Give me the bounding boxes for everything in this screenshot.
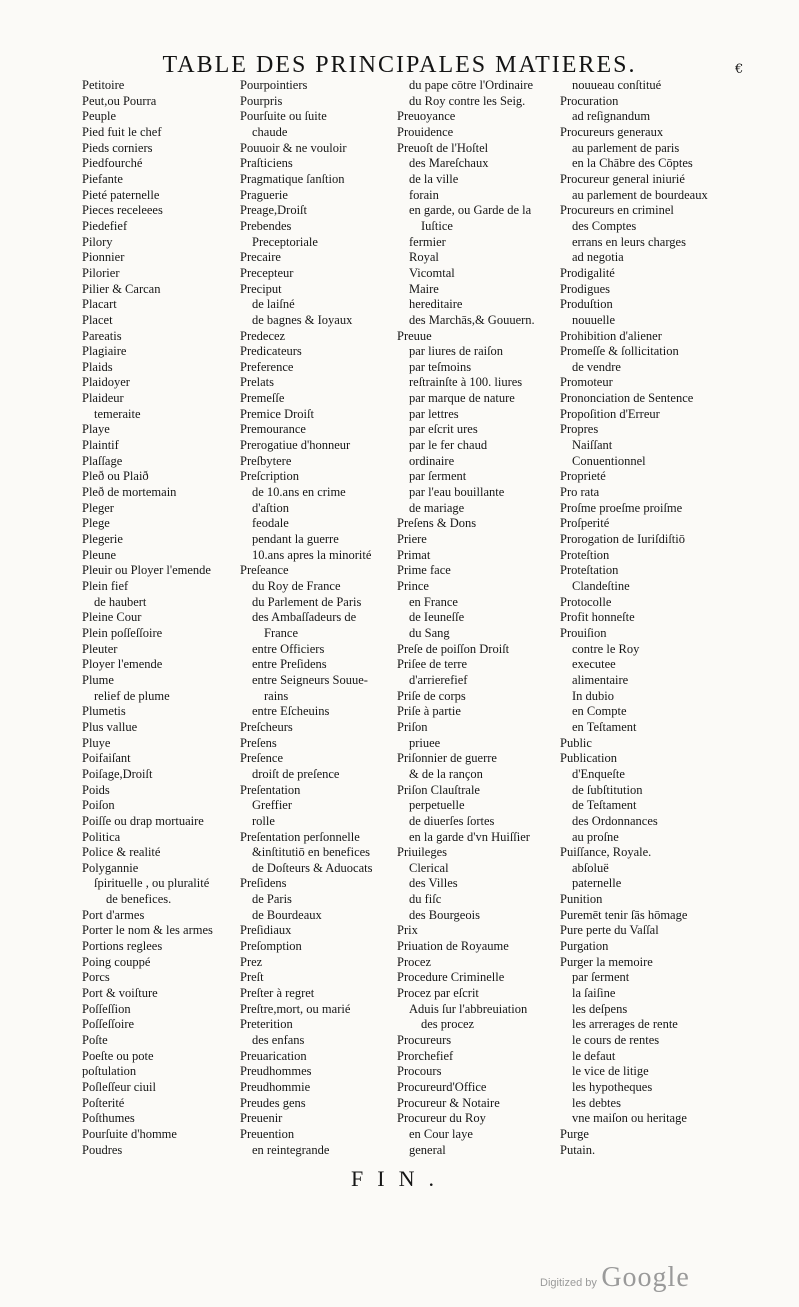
- index-entry: Procureur general iniurié: [560, 171, 685, 186]
- index-entry: Prodigues: [560, 281, 610, 296]
- index-entry: de mariage: [409, 500, 465, 515]
- index-entry: Poudres: [82, 1142, 123, 1157]
- index-entry: Vicomtal: [409, 265, 455, 280]
- index-entry: Poids: [82, 782, 110, 797]
- index-entry: Puiſſance, Royale.: [560, 845, 652, 860]
- index-entry: Poſſeſſion: [82, 1001, 131, 1016]
- index-entry: Priſe à partie: [397, 704, 461, 719]
- index-entry: perpetuelle: [409, 798, 465, 813]
- index-entry: Plaids: [82, 359, 113, 374]
- index-entry: Puremēt tenir ſās hōmage: [560, 907, 688, 922]
- index-entry: Predecez: [240, 328, 286, 343]
- index-entry: Purgation: [560, 939, 609, 954]
- index-entry: Prelats: [240, 375, 275, 390]
- index-entry: Praſticiens: [240, 156, 293, 171]
- index-entry: d'Enqueſte: [572, 766, 625, 781]
- index-entry: d'aſtion: [252, 500, 289, 515]
- index-column-2: [240, 78, 390, 1158]
- index-entry: Port d'armes: [82, 907, 145, 922]
- index-entry: Peut,ou Pourra: [82, 93, 157, 108]
- index-entry: Prebendes: [240, 218, 292, 233]
- index-entry: Plumetis: [82, 704, 126, 719]
- index-entry: Royal: [409, 250, 439, 265]
- index-entry: Prime face: [397, 563, 451, 578]
- index-entry: errans en leurs charges: [572, 234, 686, 249]
- index-entry: Police & realité: [82, 845, 161, 860]
- index-entry: Poeſte ou pote: [82, 1048, 154, 1063]
- index-entry: reſtrainſte à 100. liures: [409, 375, 523, 390]
- index-entry: Precaire: [240, 250, 281, 265]
- index-entry: Peuple: [82, 109, 117, 124]
- watermark-prefix: Digitized by: [540, 1277, 597, 1289]
- index-entry: Polygannie: [82, 860, 139, 875]
- index-entry: Naiſſant: [572, 438, 613, 453]
- index-entry: Preuue: [397, 328, 432, 343]
- index-entry: Procez: [397, 954, 432, 969]
- index-entry: Plaintif: [82, 438, 119, 453]
- index-entry: du pape cōtre l'Ordinaire: [409, 78, 534, 92]
- index-entry: Iuſtice: [421, 218, 453, 233]
- index-entry: ſpirituelle , ou pluralité: [94, 876, 210, 891]
- index-entry: des Bourgeois: [409, 907, 480, 922]
- index-entry: Procureurs generaux: [560, 124, 664, 139]
- index-entry: Predicateurs: [240, 344, 302, 359]
- index-entry: Placet: [82, 312, 113, 327]
- index-entry: Portions reglees: [82, 939, 163, 954]
- index-entry: les deſpens: [572, 1001, 628, 1016]
- index-entry: Plagiaire: [82, 344, 127, 359]
- index-entry: en Cour laye: [409, 1126, 473, 1141]
- index-entry: Clerical: [409, 860, 449, 875]
- index-entry: Preſens: [240, 735, 277, 750]
- index-entry: des Mareſchaux: [409, 156, 489, 171]
- index-entry: des enfans: [252, 1033, 305, 1048]
- index-entry: relief de plume: [94, 688, 170, 703]
- index-entry: des Ambaſſadeurs de: [252, 610, 357, 625]
- index-entry: Priſe de corps: [397, 688, 466, 703]
- index-entry: Prononciation de Sentence: [560, 391, 694, 406]
- index-entry: Praguerie: [240, 187, 288, 202]
- index-entry: poſtulation: [82, 1064, 137, 1079]
- index-entry: des Villes: [409, 876, 458, 891]
- index-entry: Publication: [560, 751, 617, 766]
- index-entry: Pro rata: [560, 485, 600, 500]
- index-entry: Preference: [240, 359, 294, 374]
- index-column-1: [82, 78, 232, 1158]
- index-entry: Poſterité: [82, 1095, 125, 1110]
- index-entry: Priuation de Royaume: [397, 939, 509, 954]
- index-entry: Preſt: [240, 970, 264, 985]
- index-entry: Pilier & Carcan: [82, 281, 161, 296]
- index-entry: du Parlement de Paris: [252, 594, 362, 609]
- index-entry: Preſens & Dons: [397, 516, 477, 531]
- index-entry: entre Eſcheuins: [252, 704, 330, 719]
- index-entry: Promoteur: [560, 375, 613, 390]
- index-entry: Poifaiſant: [82, 751, 131, 766]
- index-entry: Poiſage,Droiſt: [82, 766, 153, 781]
- index-entry: Pragmatique ſanſtion: [240, 171, 345, 186]
- index-entry: Preuoſt de l'Hoſtel: [397, 140, 489, 155]
- index-entry: Petitoire: [82, 78, 125, 92]
- index-entry: ad negotia: [572, 250, 624, 265]
- index-entry: en garde, ou Garde de la: [409, 203, 532, 218]
- index-entry: Preſeance: [240, 563, 289, 578]
- index-entry: de 10.ans en crime: [252, 485, 346, 500]
- index-entry: Pareatis: [82, 328, 122, 343]
- index-entry: nouueau conſtitué: [572, 78, 662, 92]
- index-entry: Plein poſſeſſoire: [82, 625, 163, 640]
- index-entry: Playe: [82, 422, 110, 437]
- index-entry: Preſence: [240, 751, 284, 766]
- index-entry: par eſcrit ures: [409, 422, 478, 437]
- index-entry: &inſtitutiō en benefices: [252, 845, 371, 860]
- index-entry: de Ieuneſſe: [409, 610, 465, 625]
- index-entry: ordinaire: [409, 453, 455, 468]
- index-entry: Preſcheurs: [240, 719, 293, 734]
- index-entry: ad reſignandum: [572, 109, 651, 124]
- index-entry: de diuerſes ſortes: [409, 813, 495, 828]
- index-entry: Prez: [240, 954, 263, 969]
- index-entry: Primat: [397, 547, 431, 562]
- index-entry: Prorogation de Iuriſdiſtiō: [560, 532, 685, 547]
- index-entry: forain: [409, 187, 439, 202]
- index-entry: le vice de litige: [572, 1064, 649, 1079]
- index-entry: Pleuter: [82, 641, 118, 656]
- index-entry: les debtes: [572, 1095, 621, 1110]
- index-entry: France: [264, 625, 299, 640]
- index-entry: Pieté paternelle: [82, 187, 160, 202]
- index-entry: en France: [409, 594, 458, 609]
- index-entry: entre Seigneurs Souue-: [252, 672, 368, 687]
- index-entry: Preudes gens: [240, 1095, 306, 1110]
- index-entry: Preſidiaux: [240, 923, 292, 938]
- index-entry: Preſentation: [240, 782, 301, 797]
- index-entry: Procureurd'Office: [397, 1080, 487, 1094]
- index-entry: chaude: [252, 124, 288, 139]
- index-entry: Procuration: [560, 93, 619, 108]
- index-entry: rolle: [252, 813, 275, 828]
- index-entry: de ſubſtitution: [572, 782, 643, 797]
- index-entry: Preudhommes: [240, 1064, 312, 1079]
- index-entry: les hypotheques: [572, 1080, 653, 1094]
- index-entry: Pleger: [82, 500, 114, 515]
- index-entry: par teſmoins: [409, 359, 472, 374]
- index-entry: par le fer chaud: [409, 438, 488, 453]
- index-entry: Priſee de terre: [397, 657, 468, 672]
- index-entry: Preuenir: [240, 1111, 283, 1126]
- index-entry: Proteſtion: [560, 547, 610, 562]
- index-entry: Pieds corniers: [82, 140, 153, 155]
- index-entry: Piedfourché: [82, 156, 143, 171]
- index-entry: Preſentation perſonnelle: [240, 829, 360, 844]
- index-entry: Procureur du Roy: [397, 1111, 486, 1126]
- index-entry: Aduis ſur l'abbreuiation: [409, 1001, 528, 1016]
- index-entry: Clandeſtine: [572, 579, 630, 593]
- index-entry: de haubert: [94, 594, 147, 609]
- index-entry: Prix: [397, 923, 418, 938]
- index-entry: Plus vallue: [82, 719, 138, 734]
- index-entry: du Sang: [409, 625, 450, 640]
- index-entry: par lettres: [409, 406, 459, 421]
- index-entry: Pluye: [82, 735, 111, 750]
- index-entry: la ſaiſine: [572, 986, 616, 1001]
- index-entry: en la Chābre des Cōptes: [572, 156, 693, 171]
- index-entry: Pourpris: [240, 93, 283, 108]
- index-entry: par l'eau bouillante: [409, 485, 505, 500]
- index-entry: Procedure Criminelle: [397, 970, 505, 985]
- index-entry: Poſthumes: [82, 1111, 135, 1126]
- index-entry: Politica: [82, 829, 121, 844]
- index-entry: fermier: [409, 234, 446, 249]
- index-entry: en reintegrande: [252, 1142, 330, 1157]
- index-entry: Piefante: [82, 171, 123, 186]
- index-entry: Priere: [397, 532, 427, 547]
- index-entry: Pouuoir & ne vouloir: [240, 140, 347, 155]
- index-entry: executee: [572, 657, 616, 672]
- index-entry: de laiſné: [252, 297, 295, 312]
- index-entry: du fiſc: [409, 892, 442, 907]
- index-entry: Pourpointiers: [240, 78, 308, 92]
- index-entry: Pieces receleees: [82, 203, 163, 218]
- index-entry: Precepteur: [240, 265, 294, 280]
- index-entry: Port & voiſture: [82, 986, 158, 1001]
- index-entry: alimentaire: [572, 672, 629, 687]
- index-entry: Procez par eſcrit: [397, 986, 479, 1001]
- index-entry: Maire: [409, 281, 439, 296]
- index-entry: des procez: [421, 1017, 475, 1032]
- index-entry: en la garde d'vn Huiſſier: [409, 829, 530, 844]
- index-entry: des Marchās,& Gouuern.: [409, 312, 535, 327]
- index-entry: Priſonnier de guerre: [397, 751, 497, 766]
- index-entry: Purger la memoire: [560, 954, 653, 969]
- index-entry: Porter le nom & les armes: [82, 923, 213, 938]
- index-entry: Preuarication: [240, 1048, 307, 1063]
- index-column-3: [397, 78, 557, 1158]
- index-entry: Preſe de poiſſon Droiſt: [397, 641, 510, 656]
- index-entry: Plegerie: [82, 532, 123, 547]
- index-entry: Proteſtation: [560, 563, 619, 578]
- index-entry: Priuileges: [397, 845, 447, 860]
- index-entry: Prouiſion: [560, 625, 607, 640]
- index-entry: Pied fuit le chef: [82, 124, 162, 139]
- page-title: TABLE DES PRINCIPALES MATIERES.: [162, 52, 637, 78]
- index-entry: de Bourdeaux: [252, 907, 322, 922]
- index-entry: Preceptoriale: [252, 234, 318, 249]
- index-entry: Pionnier: [82, 250, 125, 265]
- index-entry: Prince: [397, 579, 429, 593]
- index-entry: Plaſſage: [82, 453, 123, 468]
- index-entry: Prerogatiue d'honneur: [240, 438, 351, 453]
- index-entry: Conuentionnel: [572, 453, 646, 468]
- index-entry: Premice Droiſt: [240, 406, 314, 421]
- index-entry: Pilory: [82, 234, 113, 249]
- index-entry: Plaideur: [82, 391, 124, 406]
- index-entry: Punition: [560, 892, 603, 907]
- index-entry: au parlement de bourdeaux: [572, 187, 708, 202]
- index-entry: Poſſeſſoire: [82, 1017, 135, 1032]
- fin-label: FIN.: [351, 1166, 448, 1191]
- index-entry: Prodigalité: [560, 265, 615, 280]
- index-entry: paternelle: [572, 876, 622, 891]
- index-entry: Greffier: [252, 798, 293, 813]
- index-entry: en Compte: [572, 704, 627, 719]
- index-entry: droiſt de preſence: [252, 766, 340, 781]
- google-logo: Google: [601, 1262, 690, 1293]
- index-entry: Poiſſe ou drap mortuaire: [82, 813, 204, 828]
- index-entry: de Paris: [252, 892, 292, 907]
- index-entry: Plume: [82, 672, 114, 687]
- index-entry: Pilorier: [82, 265, 120, 280]
- index-entry: par ſerment: [409, 469, 467, 484]
- index-entry: Procureur & Notaire: [397, 1095, 500, 1110]
- index-entry: Ployer l'emende: [82, 657, 163, 672]
- index-entry: Pleð ou Plaið: [82, 469, 149, 484]
- index-entry: en Teſtament: [572, 719, 637, 734]
- index-entry: vne maiſon ou heritage: [572, 1111, 687, 1126]
- index-entry: & de la rançon: [409, 766, 483, 781]
- index-entry: Placart: [82, 297, 117, 312]
- index-entry: Purge: [560, 1126, 589, 1141]
- index-entry: Prohibition d'aliener: [560, 328, 662, 343]
- index-entry: Plaidoyer: [82, 375, 130, 390]
- index-entry: priuee: [409, 735, 441, 750]
- index-entry: des Ordonnances: [572, 813, 658, 828]
- index-entry: 10.ans apres la minorité: [252, 547, 372, 562]
- index-entry: Poing couppé: [82, 954, 151, 969]
- index-entry: Porcs: [82, 970, 110, 985]
- index-entry: Preſter à regret: [240, 986, 315, 1001]
- index-entry: Preuoyance: [397, 109, 456, 124]
- index-entry: de Teſtament: [572, 798, 637, 813]
- index-entry: Procours: [397, 1064, 442, 1079]
- index-entry: de Doſteurs & Aduocats: [252, 860, 373, 875]
- index-entry: Preſcription: [240, 469, 300, 484]
- index-entry: Promeſſe & ſollicitation: [560, 344, 679, 359]
- index-entry: de vendre: [572, 359, 621, 374]
- index-entry: du Roy contre les Seig.: [409, 93, 526, 108]
- index-entry: Poſte: [82, 1033, 108, 1048]
- index-entry: Propoſition d'Erreur: [560, 406, 660, 421]
- index-entry: Plege: [82, 516, 110, 531]
- index-entry: Procureurs: [397, 1033, 452, 1048]
- index-entry: contre le Roy: [572, 641, 640, 656]
- index-entry: Preſbytere: [240, 453, 292, 468]
- index-entry: Protocolle: [560, 594, 612, 609]
- index-entry: hereditaire: [409, 297, 463, 312]
- index-entry: Preudhommie: [240, 1080, 311, 1094]
- index-entry: d'arrierefief: [409, 672, 468, 687]
- index-entry: Preciput: [240, 281, 282, 296]
- index-entry: par marque de nature: [409, 391, 515, 406]
- index-entry: general: [409, 1142, 446, 1157]
- index-entry: nouuelle: [572, 312, 616, 327]
- index-entry: de bagnes & Ioyaux: [252, 312, 353, 327]
- index-entry: Pleine Cour: [82, 610, 142, 625]
- index-entry: Preſtre,mort, ou marié: [240, 1001, 351, 1016]
- index-entry: Poiſon: [82, 798, 115, 813]
- index-entry: Preuention: [240, 1126, 295, 1141]
- index-entry: abſoluë: [572, 860, 609, 875]
- index-entry: Preſidens: [240, 876, 287, 891]
- index-entry: Propres: [560, 422, 599, 437]
- index-entry: Pure perte du Vaſſal: [560, 923, 659, 938]
- index-entry: Premourance: [240, 422, 306, 437]
- index-entry: Proprieté: [560, 469, 606, 484]
- index-entry: Proſperité: [560, 516, 610, 531]
- index-entry: au proſne: [572, 829, 619, 844]
- google-watermark: [540, 1262, 690, 1294]
- index-entry: Putain.: [560, 1142, 596, 1157]
- index-entry: au parlement de paris: [572, 140, 680, 155]
- index-entry: le cours de rentes: [572, 1033, 660, 1048]
- index-entry: Plein fief: [82, 579, 129, 593]
- index-entry: par ſerment: [572, 970, 630, 985]
- index-entry: Public: [560, 735, 592, 750]
- index-entry: pendant la guerre: [252, 532, 339, 547]
- index-entry: Priſon: [397, 719, 428, 734]
- index-entry: entre Preſidens: [252, 657, 327, 672]
- index-entry: Produſtion: [560, 297, 613, 312]
- index-entry: les arrerages de rente: [572, 1017, 678, 1032]
- index-entry: Profit honneſte: [560, 610, 635, 625]
- corner-mark: €: [735, 62, 744, 77]
- index-entry: du Roy de France: [252, 579, 341, 593]
- index-entry: Preterition: [240, 1017, 293, 1032]
- index-entry: par liures de raiſon: [409, 344, 504, 359]
- index-entry: Pleð de mortemain: [82, 485, 177, 500]
- index-entry: rains: [264, 688, 289, 703]
- index-entry: Pourſuite ou ſuite: [240, 109, 327, 124]
- index-entry: temeraite: [94, 406, 141, 421]
- index-entry: Preſomption: [240, 939, 302, 954]
- index-entry: de benefices.: [106, 892, 172, 907]
- index-entry: le defaut: [572, 1048, 616, 1063]
- index-entry: Pourſuite d'homme: [82, 1126, 177, 1141]
- index-entry: In dubio: [572, 688, 615, 703]
- index-entry: Prorchefief: [397, 1048, 454, 1063]
- index-entry: Proſme proeſme proiſme: [560, 500, 683, 515]
- index-column-4: [560, 78, 730, 1158]
- index-entry: des Comptes: [572, 218, 637, 233]
- index-entry: entre Officiers: [252, 641, 325, 656]
- index-entry: Preage,Droiſt: [240, 203, 307, 218]
- index-entry: feodale: [252, 516, 289, 531]
- index-entry: Prouidence: [397, 124, 454, 139]
- index-entry: de la ville: [409, 171, 459, 186]
- index-entry: Premeſſe: [240, 391, 285, 406]
- index-entry: Piedefief: [82, 218, 128, 233]
- index-entry: Procureurs en criminel: [560, 203, 674, 218]
- index-entry: Pleuir ou Ployer l'emende: [82, 563, 211, 578]
- index-entry: Pleune: [82, 547, 117, 562]
- index-entry: Priſon Clauſtrale: [397, 782, 480, 797]
- index-entry: Poſleſſeur ciuil: [82, 1080, 156, 1094]
